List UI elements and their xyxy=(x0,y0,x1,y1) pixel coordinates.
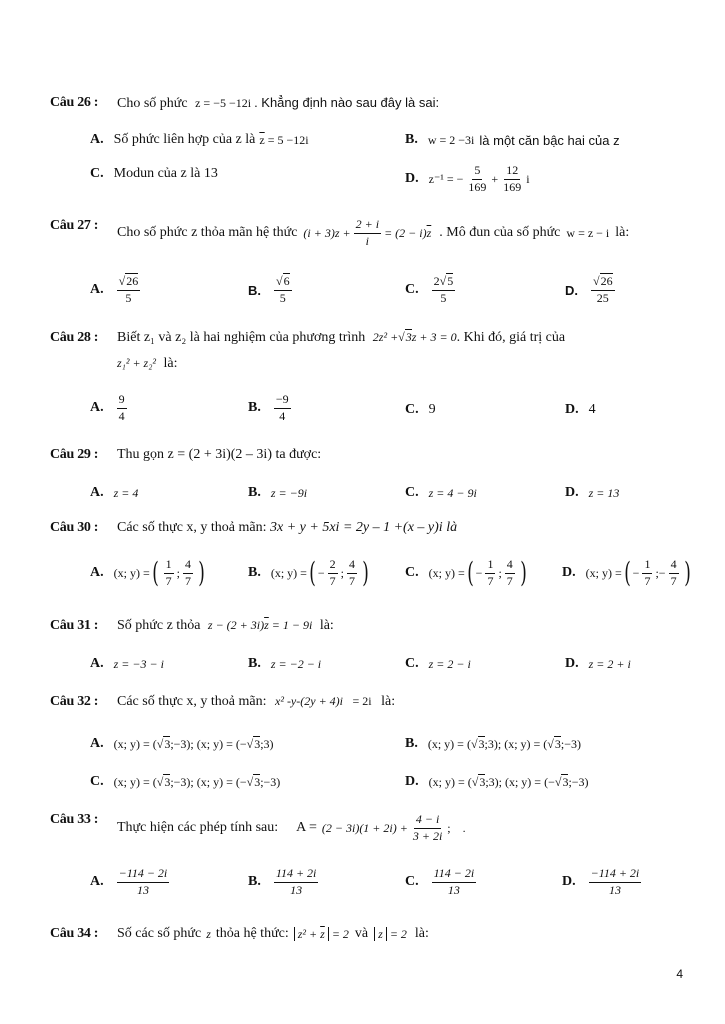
q27-option-b[interactable]: B. $\frac{√6}{5}$ xyxy=(248,274,290,305)
q33-option-d[interactable]: D. $\frac{-114 + 2i}{13}$ xyxy=(562,866,640,897)
q33-stem: Thực hiện các phép tính sau: A = (2 − 3i)(1 + 2i) + $\frac{4 - i}{3 + 2i}$ ; . xyxy=(117,812,466,843)
q26-label: Câu 26 : xyxy=(50,95,99,110)
q30-option-d[interactable]: D. (x; y) = ( − $\frac{1}{7}$ ; − $\frac{4}{7}$ ) xyxy=(562,556,691,590)
q32-option-c[interactable]: C. (x; y) = (√3;−3); (x; y) = (−√3;−3) xyxy=(90,774,281,789)
q29-label: Câu 29 : xyxy=(50,447,99,462)
q32-option-b[interactable]: B. (x; y) = (√3;3); (x; y) = (√3;−3) xyxy=(405,736,581,751)
q30-stem: Các số thực x, y thoả mãn: 3x + y + 5xi = 2y – 1 +(x – y)i là xyxy=(117,520,458,535)
q33-option-b[interactable]: B. $\frac{114 + 2i}{13}$ xyxy=(248,866,317,897)
q31-option-a[interactable]: A. z = −3 − i xyxy=(90,656,164,671)
q28-label: Câu 28 : xyxy=(50,330,99,345)
q32-label: Câu 32 : xyxy=(50,694,99,709)
q30-option-c[interactable]: C. (x; y) = ( − $\frac{1}{7}$ ; $\frac{4}{7}$ ) xyxy=(405,556,527,590)
q32-option-a[interactable]: A. (x; y) = (√3;−3); (x; y) = (−√3;3) xyxy=(90,736,274,751)
q28-stem: Biết z₁ và z₂ là hai nghiệm của phương trình 2z² +√3z + 3 = 0. Khi đó, giá trị của xyxy=(117,330,566,345)
q28-option-a[interactable]: A. $\frac{9}{4}$ xyxy=(90,392,125,423)
q29-option-b[interactable]: B. z = −9i xyxy=(248,485,308,500)
q28-option-b[interactable]: B. $\frac{-9}{4}$ xyxy=(248,392,289,423)
q33-label: Câu 33 : xyxy=(50,812,99,827)
q29-option-a[interactable]: A. z = 4 xyxy=(90,485,139,500)
q26-option-a[interactable]: A. Số phức liên hợp của z là $\overline{z} = 5 -12i$ xyxy=(90,132,309,147)
q32-option-d[interactable]: D. (x; y) = (√3;3); (x; y) = (−√3;−3) xyxy=(405,774,589,789)
q26-option-d[interactable]: D. z⁻¹ = − $\frac{5}{169}$ + $\frac{12}{169}$ i xyxy=(405,163,530,194)
q30-option-b[interactable]: B. (x; y) = ( − $\frac{2}{7}$ ; $\frac{4}{7}$ ) xyxy=(248,556,369,590)
q30-label: Câu 30 : xyxy=(50,520,99,535)
q27-option-c[interactable]: C. $\frac{2√5}{5}$ xyxy=(405,274,454,305)
q34-label: Câu 34 : xyxy=(50,926,99,941)
q27-stem: Cho số phức z thỏa mãn hệ thức (i + 3)z + $\frac{2 + i}{i}$ = (2 − i) $\overline{z}$ . Mô đun của số phức w = z − i là: xyxy=(117,217,630,248)
q27-option-a[interactable]: A. $\frac{√26}{5}$ xyxy=(90,274,139,305)
q34-stem: Số các số phức z thỏa hệ thức: $z^2 + \overline{z} = 2$ và z = 2 là: xyxy=(117,926,429,941)
q28-option-c[interactable]: C. 9 xyxy=(405,402,436,417)
q29-stem: Thu gọn z = (2 + 3i)(2 – 3i) ta được: xyxy=(117,447,322,462)
q27-option-d[interactable]: D. $\frac{√26}{25}$ xyxy=(565,274,613,305)
page-number: 4 xyxy=(676,967,683,981)
q33-option-c[interactable]: C. $\frac{114 - 2i}{13}$ xyxy=(405,866,475,897)
q26-option-c[interactable]: C. Modun của z là 13 xyxy=(90,166,218,181)
q33-option-a[interactable]: A. $\frac{-114 - 2i}{13}$ xyxy=(90,866,168,897)
q28-stem-line2: z₁² + z₂² là: xyxy=(117,356,178,371)
q26-option-b[interactable]: B. w = 2 −3i là một căn bậc hai của z xyxy=(405,132,620,148)
q27-label: Câu 27 : xyxy=(50,218,99,233)
q31-option-b[interactable]: B. z = −2 − i xyxy=(248,656,322,671)
q32-stem: Các số thực x, y thoả mãn: x² -y-(2y + 4)i = 2i là: xyxy=(117,694,396,709)
q31-option-c[interactable]: C. z = 2 − i xyxy=(405,656,471,671)
q28-option-d[interactable]: D. 4 xyxy=(565,402,596,417)
q31-option-d[interactable]: D. z = 2 + i xyxy=(565,656,631,671)
q30-option-a[interactable]: A. (x; y) = ( $\frac{1}{7}$ ; $\frac{4}{7}$ ) xyxy=(90,556,205,590)
q29-option-c[interactable]: C. z = 4 − 9i xyxy=(405,485,477,500)
q31-stem: Số phức z thỏa $z - (2 + 3i)\overline{z} = 1 - 9i$ là: xyxy=(117,618,334,633)
q29-option-d[interactable]: D. z = 13 xyxy=(565,485,620,500)
q31-label: Câu 31 : xyxy=(50,618,99,633)
q26-stem: Cho số phức z = −5 −12i . Khẳng định nào sau đây là sai: xyxy=(117,95,440,111)
